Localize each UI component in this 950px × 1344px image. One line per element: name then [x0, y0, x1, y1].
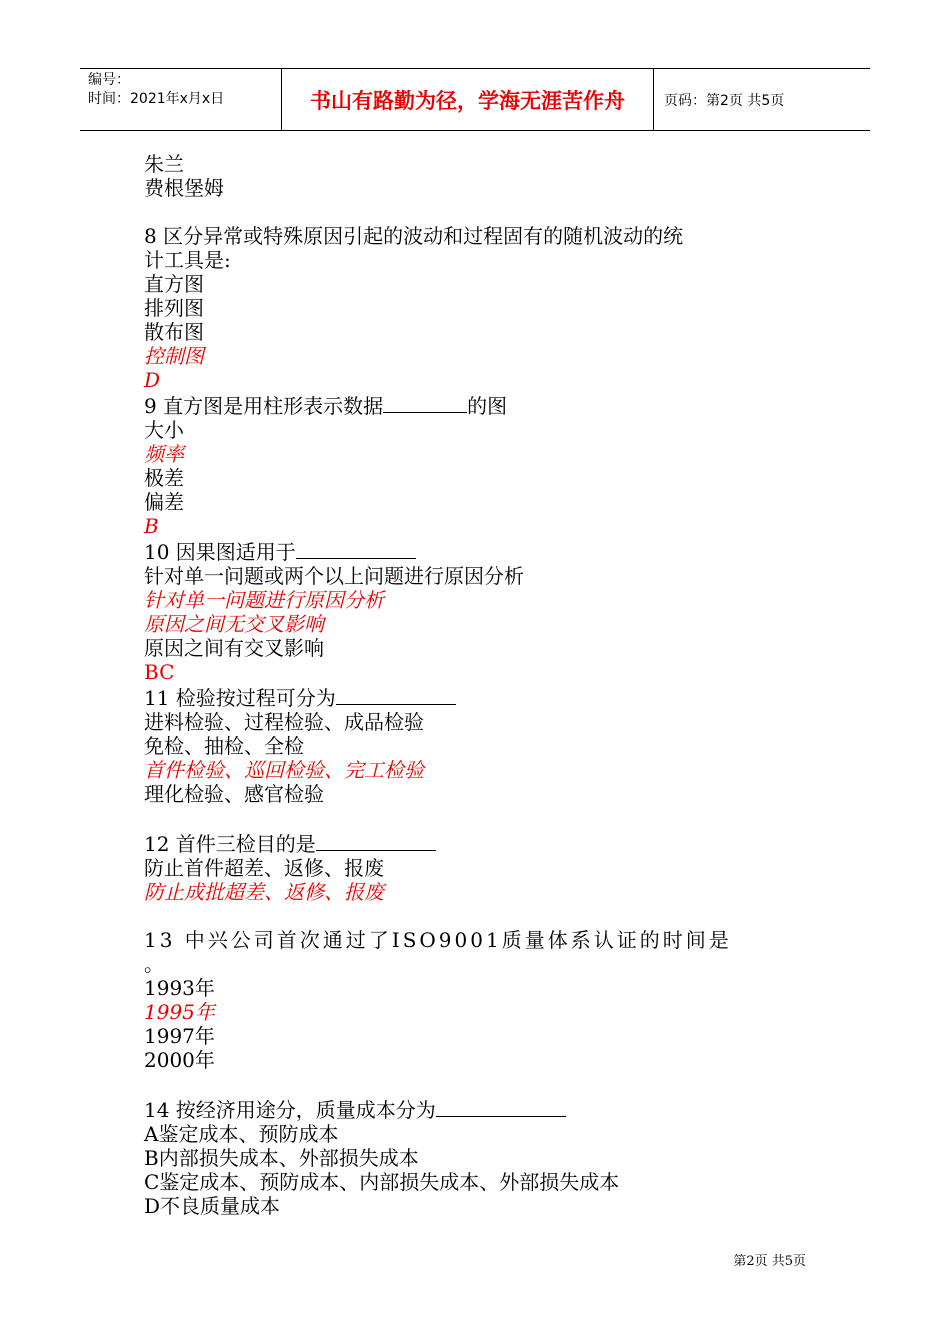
blank-line [144, 200, 814, 224]
document-body [144, 152, 814, 1218]
line-text: 原因之间无交叉影响 [144, 612, 324, 636]
line-text: 2000年 [144, 1048, 215, 1072]
header-meta [80, 69, 282, 130]
text-line [144, 152, 814, 176]
line-text: 理化检验、感官检验 [144, 782, 324, 806]
line-text: 针对单一问题或两个以上问题进行原因分析 [144, 564, 524, 588]
line-text: 10 因果图适用于 [144, 540, 296, 564]
line-text: D不良质量成本 [144, 1194, 281, 1218]
line-text: 进料检验、过程检验、成品检验 [144, 710, 424, 734]
line-text: 1995年 [144, 1000, 215, 1024]
text-line [144, 928, 814, 952]
text-line [144, 176, 814, 200]
line-text: 首件检验、巡回检验、完工检验 [144, 758, 424, 782]
text-line [144, 976, 814, 1000]
line-text: C鉴定成本、预防成本、内部损失成本、外部损失成本 [144, 1170, 620, 1194]
text-line [144, 636, 814, 660]
text-line [144, 830, 814, 856]
text-line [144, 1048, 814, 1072]
blank-line [144, 1072, 814, 1096]
line-text: 原因之间有交叉影响 [144, 636, 324, 660]
line-text: 免检、抽检、全检 [144, 734, 304, 758]
text-line [144, 1146, 814, 1170]
line-text: 防止成批超差、返修、报废 [144, 880, 384, 904]
answer-line [144, 660, 814, 684]
line-text: 14 按经济用途分，质量成本分为 [144, 1098, 436, 1122]
code-label: 编号： [88, 72, 130, 88]
answer-line [144, 880, 814, 904]
page-header [80, 68, 870, 131]
header-page-info: 页码：第2页 共5页 [664, 92, 785, 109]
text-line [144, 224, 814, 248]
fill-in-blank [296, 538, 416, 559]
text-line [144, 418, 814, 442]
line-text: 极差 [144, 466, 184, 490]
text-line [144, 952, 814, 976]
text-line [144, 538, 814, 564]
line-text: 费根堡姆 [144, 176, 224, 200]
text-line [144, 490, 814, 514]
line-text: 排列图 [144, 296, 204, 320]
answer-line [144, 612, 814, 636]
text-line [144, 1024, 814, 1048]
line-text: B [144, 514, 159, 538]
text-line [144, 1096, 814, 1122]
line-text: 13 中兴公司首次通过了ISO9001质量体系认证的时间是 [144, 928, 732, 952]
line-text: 防止首件超差、返修、报废 [144, 856, 384, 880]
text-line [144, 1170, 814, 1194]
line-text: 针对单一问题进行原因分析 [144, 588, 384, 612]
answer-line [144, 368, 814, 392]
line-text: 计工具是: [144, 248, 231, 272]
line-text: 11 检验按过程可分为 [144, 686, 336, 710]
date-label: 时间：2021年x月x日 [88, 91, 225, 107]
line-text-after: 的图 [467, 394, 508, 418]
text-line [144, 320, 814, 344]
answer-line [144, 758, 814, 782]
text-line [144, 248, 814, 272]
fill-in-blank [336, 684, 456, 705]
line-text: 1993年 [144, 976, 215, 1000]
line-text: 12 首件三检目的是 [144, 832, 316, 856]
line-text: 朱兰 [144, 152, 184, 176]
line-text: 偏差 [144, 490, 184, 514]
line-text: 散布图 [144, 320, 204, 344]
text-line [144, 710, 814, 734]
answer-line [144, 442, 814, 466]
text-line [144, 272, 814, 296]
line-text: 9 直方图是用柱形表示数据 [144, 394, 384, 418]
text-line [144, 856, 814, 880]
text-line [144, 466, 814, 490]
line-text: D [144, 368, 161, 392]
blank-line [144, 904, 814, 928]
line-text: 控制图 [144, 344, 204, 368]
answer-line [144, 1000, 814, 1024]
header-motto: 书山有路勤为径，学海无涯苦作舟 [282, 69, 654, 130]
line-text: 频率 [144, 442, 184, 466]
text-line [144, 734, 814, 758]
text-line [144, 392, 814, 418]
blank-line [144, 806, 814, 830]
text-line [144, 564, 814, 588]
line-text: 1997年 [144, 1024, 215, 1048]
text-line [144, 1122, 814, 1146]
text-line [144, 296, 814, 320]
line-text: B内部损失成本、外部损失成本 [144, 1146, 419, 1170]
answer-line [144, 588, 814, 612]
line-text: 8 区分异常或特殊原因引起的波动和过程固有的随机波动的统 [144, 224, 684, 248]
fill-in-blank [383, 392, 467, 413]
text-line [144, 684, 814, 710]
line-text: BC [144, 660, 175, 684]
line-text: A鉴定成本、预防成本 [144, 1122, 339, 1146]
line-text: 大小 [144, 418, 184, 442]
answer-line [144, 344, 814, 368]
fill-in-blank [316, 830, 436, 851]
fill-in-blank [436, 1096, 566, 1117]
answer-line [144, 514, 814, 538]
line-text: 直方图 [144, 272, 204, 296]
text-line [144, 782, 814, 806]
page-footer: 第2页 共5页 [733, 1254, 806, 1269]
line-text: 。 [144, 952, 164, 976]
text-line [144, 1194, 814, 1218]
